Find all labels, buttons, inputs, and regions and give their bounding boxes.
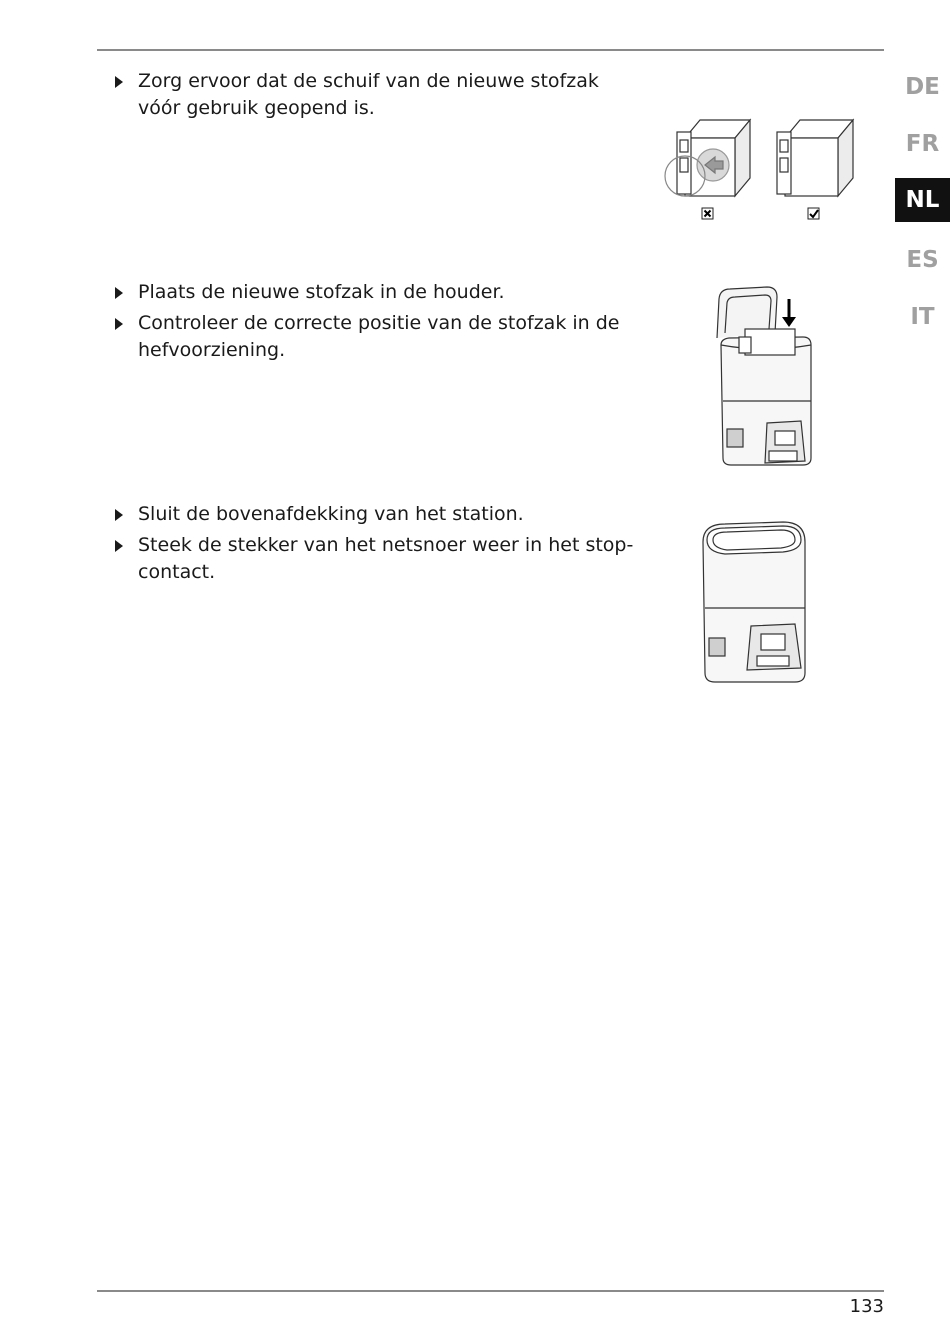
instruction-step-5 [110, 532, 640, 586]
triangle-right-icon [115, 287, 123, 299]
cross-mark-icon [702, 208, 713, 219]
page-number: 133 [849, 1296, 884, 1317]
station-closed-illustration [695, 518, 815, 688]
station-open-bag-insert-illustration [705, 283, 820, 473]
triangle-right-icon [115, 509, 123, 521]
step-group-3 [110, 501, 640, 590]
instruction-step-3 [110, 310, 640, 364]
language-tab-de[interactable]: DE [905, 74, 940, 100]
language-tab-es[interactable]: ES [906, 247, 939, 273]
step-3-line-2: hefvoorziening. [138, 339, 286, 361]
check-mark-icon [808, 208, 819, 219]
instruction-step-1 [110, 68, 640, 122]
language-tab-it[interactable]: IT [910, 304, 935, 330]
step-1-line-2: vóór gebruik geopend is. [138, 97, 375, 119]
instruction-step-4 [110, 501, 640, 528]
dust-bag-slide-illustration [655, 110, 870, 225]
step-2-line-1: Plaats de nieuwe stofzak in de houder. [138, 281, 505, 303]
step-group-2 [110, 279, 640, 368]
step-group-1 [110, 68, 640, 126]
step-3-line-1: Controleer de correcte positie van de stofzak in de [138, 312, 620, 334]
language-tab-fr[interactable]: FR [905, 131, 940, 157]
triangle-right-icon [115, 318, 123, 330]
arrow-down-icon [782, 299, 796, 327]
header-rule [97, 49, 884, 51]
step-1-line-1: Zorg ervoor dat de schuif van de nieuwe stofzak [138, 70, 599, 92]
step-5-line-2: contact. [138, 561, 216, 583]
triangle-right-icon [115, 76, 123, 88]
step-4-line-1: Sluit de bovenafdekking van het station. [138, 503, 524, 525]
step-5-line-1: Steek de stekker van het netsnoer weer in het stop- [138, 534, 634, 556]
instruction-step-2 [110, 279, 640, 306]
language-tab-nl[interactable]: NL [895, 178, 950, 222]
footer-rule [97, 1290, 884, 1292]
triangle-right-icon [115, 540, 123, 552]
